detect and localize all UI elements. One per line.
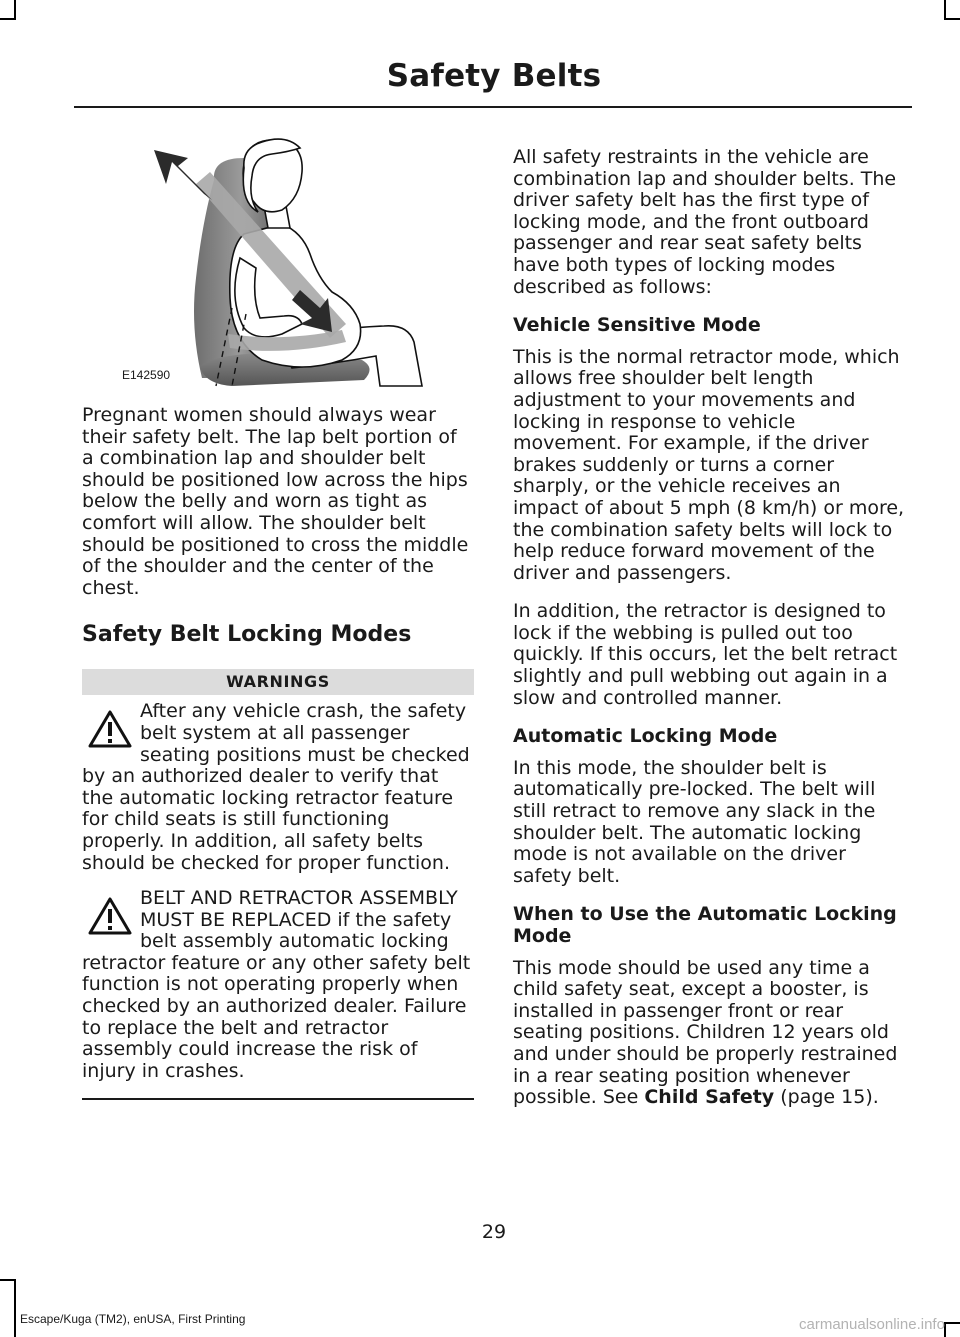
crop-mark <box>944 1322 960 1324</box>
when-to-use-text: This mode should be used any time a child safety seat, except a booster, is installed in passenger front or rear seating positions. Children 12 years old and under should be properly restrained in a rear seating position whenever possible. See <box>513 956 898 1109</box>
pregnant-woman-belt-illustration <box>122 128 432 390</box>
warning-item <box>82 701 474 874</box>
page-title: Safety Belts <box>386 58 602 94</box>
warnings-end-rule <box>82 1098 474 1100</box>
warning-text: After any vehicle crash, the safety belt system at all passenger seating positions must be checked by an authorized dealer to verify that the automatic locking retractor feature for child seats is still functioning properly. In addition, all safety belts should be checked for proper function. <box>82 700 470 874</box>
header-rule <box>74 106 912 108</box>
crop-mark <box>0 18 16 20</box>
section-heading: Safety Belt Locking Modes <box>82 622 412 648</box>
restraints-intro-paragraph: All safety restraints in the vehicle are combination lap and shoulder belts. The driver safety belt has the first type of locking mode, and the front outboard passenger and rear seat safety belts have both types of locking modes described as follows: <box>513 146 897 298</box>
warning-triangle-icon <box>88 896 132 936</box>
crop-mark <box>0 1279 16 1281</box>
warning-text: BELT AND RETRACTOR ASSEMBLY MUST BE REPLACED if the safety belt assembly automatic locking retractor feature or any other safety belt function is not operating properly when checked by an authorized dealer. Failure to replace the belt and retractor assembly could increase the risk of injury in crashes. <box>82 887 471 1082</box>
crop-mark <box>944 0 946 20</box>
warnings-banner: WARNINGS <box>82 669 474 695</box>
crop-mark <box>944 18 960 20</box>
page-number: 29 <box>481 1221 507 1243</box>
pregnant-belt-paragraph: Pregnant women should always wear their safety belt. The lap belt portion of a combination lap and shoulder belt should be positioned low across the hips below the belly and worn as tight as comfort will allow. The shoulder belt should be positioned to cross the middle of the shoulder and the center of the chest. <box>82 404 469 599</box>
automatic-locking-paragraph: In this mode, the shoulder belt is automatically pre-locked. The belt will still retract to remove any slack in the shoulder belt. The automatic locking mode is not available on the driver safety belt. <box>513 756 876 887</box>
vehicle-sensitive-paragraph: This is the normal retractor mode, which allows free shoulder belt length adjustment to your movements and locking in response to vehicle movement. For example, if the driver brakes suddenly or turns a corner sharply, or the vehicle receives an impact of about 5 mph (8 km/h) or more, the combination safety belts will lock to help reduce forward movement of the driver and passengers. <box>513 345 905 584</box>
retractor-lock-paragraph: In addition, the retractor is designed to lock if the webbing is pulled out too quickly. If this occurs, let the belt retract slightly and pull webbing out again in a slow and controlled manner. <box>513 600 898 709</box>
subheading-vehicle-sensitive: Vehicle Sensitive Mode <box>513 314 761 337</box>
crop-mark <box>14 0 16 20</box>
figure-id: E142590 <box>122 368 171 383</box>
left-column <box>82 128 474 1100</box>
right-column <box>513 147 908 1126</box>
when-to-use-paragraph <box>513 958 908 1109</box>
warning-triangle-icon <box>88 709 132 749</box>
child-safety-link[interactable]: Child Safety <box>644 1086 775 1109</box>
crop-mark <box>14 1279 16 1337</box>
footer-text: Escape/Kuga (TM2), enUSA, First Printing <box>20 1312 246 1326</box>
page-reference: (page 15). <box>774 1086 879 1109</box>
warning-item <box>82 888 474 1082</box>
watermark: carmanualsonline.info <box>799 1316 945 1333</box>
seatbelt-figure-icon <box>132 128 432 390</box>
subheading-automatic-locking: Automatic Locking Mode <box>513 725 778 748</box>
subheading-when-to-use: When to Use the Automatic Locking Mode <box>513 903 897 947</box>
